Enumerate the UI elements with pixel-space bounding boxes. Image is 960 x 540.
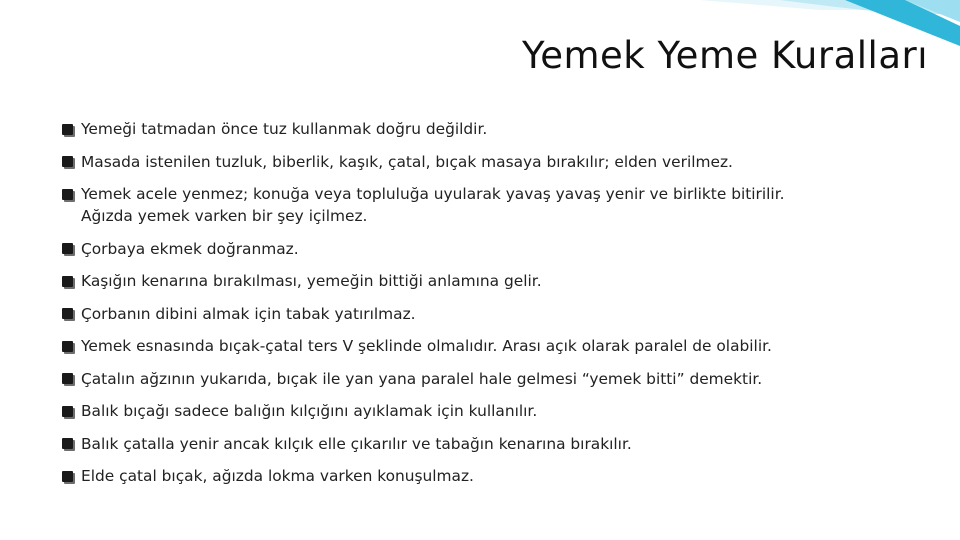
list-item (62, 368, 942, 390)
square-bullet-icon (62, 151, 81, 173)
list-item (62, 151, 942, 173)
list-item (62, 400, 942, 422)
bullet-text-block (81, 183, 785, 227)
list-item (62, 433, 942, 455)
square-bullet-icon (62, 400, 81, 422)
bullet-text: Masada istenilen tuzluk, biberlik, kaşık, çatal, bıçak masaya bırakılır; elden verilmez. (81, 152, 733, 171)
bullet-text: Yemek esnasında bıçak-çatal ters V şeklinde olmalıdır. Arası açık olarak paralel de olabilir. (81, 337, 772, 355)
list-item (62, 183, 942, 227)
list-item (62, 118, 942, 140)
bullet-text: Yemek acele yenmez; konuğa veya topluluğa uyularak yavaş yavaş yenir ve birlikte bitirilir. (81, 185, 785, 203)
square-bullet-icon (62, 303, 81, 325)
bullet-text-continuation: Ağızda yemek varken bir şey içilmez. (81, 207, 368, 225)
square-bullet-icon (62, 118, 81, 140)
bullet-list (62, 118, 942, 498)
list-item (62, 270, 942, 292)
square-bullet-icon (62, 183, 81, 205)
square-bullet-icon (62, 368, 81, 390)
slide-title: Yemek Yeme Kuralları (522, 34, 928, 77)
list-item (62, 465, 942, 487)
square-bullet-icon (62, 465, 81, 487)
bullet-text: Kaşığın kenarına bırakılması, yemeğin bittiği anlamına gelir. (81, 272, 542, 290)
square-bullet-icon (62, 270, 81, 292)
square-bullet-icon (62, 335, 81, 357)
list-item (62, 303, 942, 325)
bullet-text: Balık çatalla yenir ancak kılçık elle çıkarılır ve tabağın kenarına bırakılır. (81, 434, 632, 453)
list-item (62, 335, 942, 357)
square-bullet-icon (62, 238, 81, 260)
bullet-text: Elde çatal bıçak, ağızda lokma varken konuşulmaz. (81, 467, 474, 485)
bullet-text: Yemeği tatmadan önce tuz kullanmak doğru değildir. (81, 120, 488, 138)
bullet-text: Çorbanın dibini almak için tabak yatırılmaz. (81, 304, 416, 323)
square-bullet-icon (62, 433, 81, 455)
bullet-text: Çatalın ağzının yukarıda, bıçak ile yan yana paralel hale gelmesi “yemek bitti” demektir. (81, 369, 763, 388)
bullet-text: Çorbaya ekmek doğranmaz. (81, 239, 299, 258)
bullet-text: Balık bıçağı sadece balığın kılçığını ayıklamak için kullanılır. (81, 402, 538, 420)
list-item (62, 238, 942, 260)
